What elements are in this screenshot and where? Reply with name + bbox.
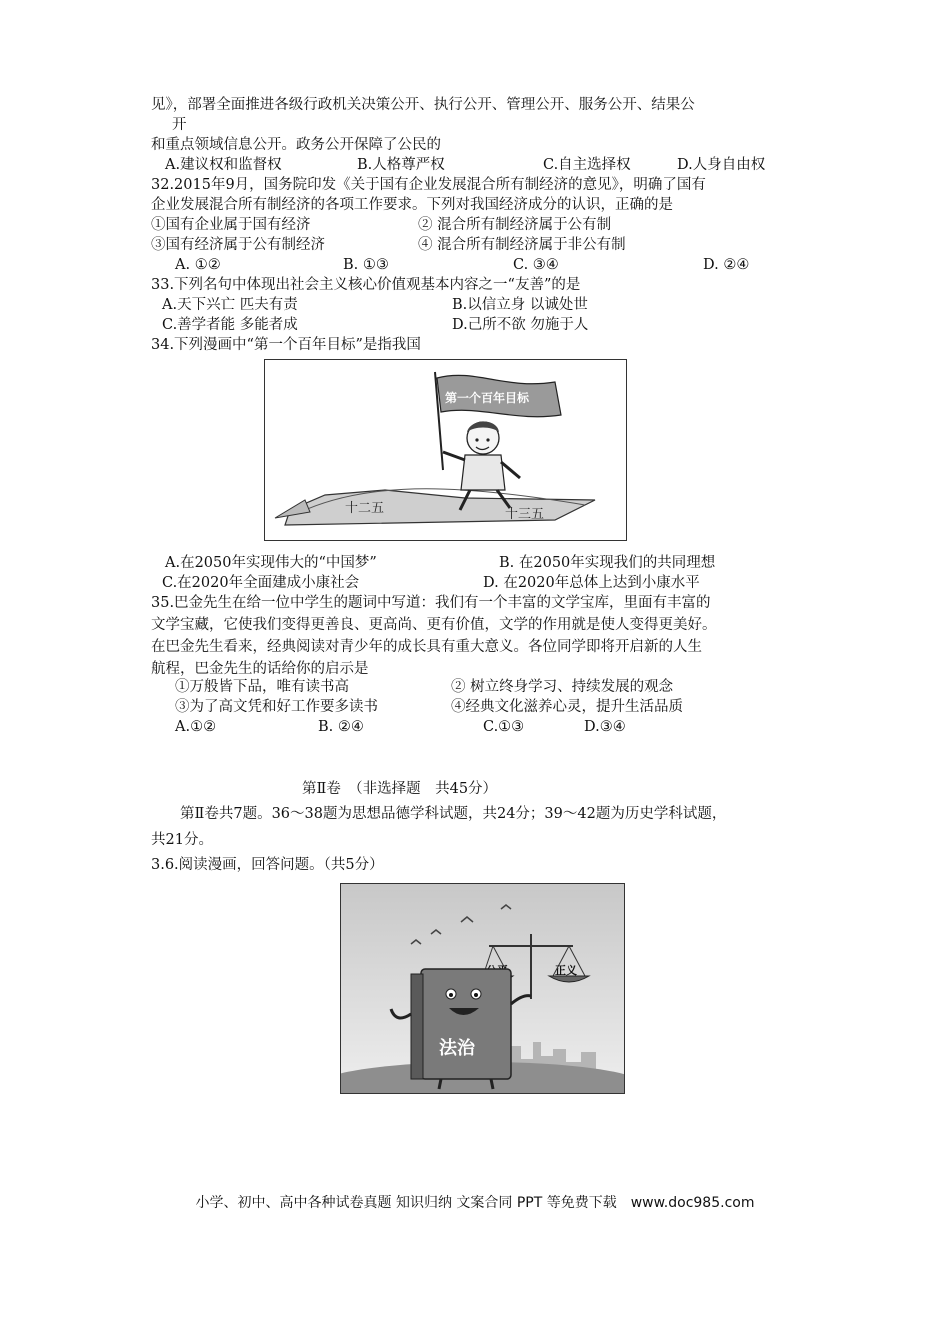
q33-stem: 33.下列名句中体现出社会主义核心价值观基本内容之一“友善”的是 [151, 277, 581, 293]
q32-line-1: 32.2015年9月，国务院印发《关于国有企业发展混合所有制经济的意见》，明确了国有 [151, 177, 706, 193]
q32-option-b: B. ①③ [343, 257, 389, 273]
page-footer: 小学、初中、高中各种试卷真题 知识归纳 文案合同 PPT 等免费下载 www.doc985.com [195, 1195, 755, 1211]
q31-option-a: A.建议权和监督权 [165, 157, 282, 173]
q35-line-3: 在巴金先生看来，经典阅读对青少年的成长具有重大意义。各位同学即将开启新的人生 [151, 639, 702, 655]
q32-item-4: ④ 混合所有制经济属于非公有制 [418, 237, 626, 253]
q33-option-d: D.己所不欲 勿施于人 [452, 317, 589, 333]
q34-option-a: A.在2050年实现伟大的“中国梦” [165, 555, 377, 571]
q34-cartoon-drawing [265, 360, 626, 540]
q36-cartoon-drawing [341, 884, 624, 1093]
q35-item-1: ①万般皆下品，唯有读书高 [175, 679, 349, 695]
q32-item-1: ①国有企业属于国有经济 [151, 217, 311, 233]
q32-item-3: ③国有经济属于公有制经济 [151, 237, 325, 253]
q31-option-d: D.人身自由权 [677, 157, 766, 173]
q34-option-d: D. 在2020年总体上达到小康水平 [483, 575, 700, 591]
q35-line-2: 文学宝藏，它使我们变得更善良、更高尚、更有价值，文学的作用就是使人变得更美好。 [151, 617, 717, 633]
q32-item-2: ② 混合所有制经济属于公有制 [418, 217, 612, 233]
q33-option-c: C.善学者能 多能者成 [162, 317, 298, 333]
q35-option-b: B. ②④ [318, 719, 364, 735]
q35-option-a: A.①② [175, 719, 217, 735]
q32-line-2: 企业发展混合所有制经济的各项工作要求。下列对我国经济成分的认识，正确的是 [151, 197, 673, 213]
part2-heading: 第Ⅱ卷 （非选择题 共45分） [302, 781, 498, 797]
q34-option-c: C.在2020年全面建成小康社会 [162, 575, 360, 591]
q31-option-c: C.自主选择权 [543, 157, 631, 173]
q32-option-c: C. ③④ [513, 257, 559, 273]
q31-line-3: 和重点领域信息公开。政务公开保障了公民的 [151, 137, 441, 153]
q33-option-b: B.以信立身 以诚处世 [452, 297, 588, 313]
q35-option-c: C.①③ [483, 719, 525, 735]
q31-line-1: 见》，部署全面推进各级行政机关决策公开、执行公开、管理公开、服务公开、结果公 [151, 97, 695, 113]
q31-line-2: 开 [172, 117, 187, 133]
q35-line-1: 35.巴金先生在给一位中学生的题词中写道：我们有一个丰富的文学宝库，里面有丰富的 [151, 595, 711, 611]
q32-option-a: A. ①② [175, 257, 221, 273]
scale-right-label: 正义 [555, 964, 577, 977]
q31-option-b: B.人格尊严权 [357, 157, 445, 173]
part2-intro-line-1: 第Ⅱ卷共7题。36～38题为思想品德学科试题，共24分；39～42题为历史学科试题， [180, 806, 727, 822]
q35-item-4: ④经典文化滋养心灵，提升生活品质 [451, 699, 683, 715]
q35-option-d: D.③④ [584, 719, 626, 735]
road-label-2: 十三五 [505, 507, 545, 522]
flag-label: 第一个百年目标 [445, 391, 530, 405]
q34-option-b: B. 在2050年实现我们的共同理想 [499, 555, 716, 571]
q36-stem: 3.6.阅读漫画，回答问题。（共5分） [151, 857, 384, 873]
part2-intro-line-2: 共21分。 [151, 832, 213, 848]
q35-line-4: 航程，巴金先生的话给你的启示是 [151, 661, 369, 677]
q35-item-3: ③为了高文凭和好工作要多读书 [175, 699, 378, 715]
q36-cartoon [340, 883, 625, 1094]
q34-stem: 34.下列漫画中“第一个百年目标”是指我国 [151, 337, 421, 353]
q35-item-2: ② 树立终身学习、持续发展的观念 [451, 679, 674, 695]
book-label: 法治 [439, 1038, 475, 1059]
q34-cartoon [264, 359, 627, 541]
q33-option-a: A.天下兴亡 匹夫有责 [162, 297, 298, 313]
road-label-1: 十二五 [345, 501, 385, 516]
q32-option-d: D. ②④ [703, 257, 750, 273]
